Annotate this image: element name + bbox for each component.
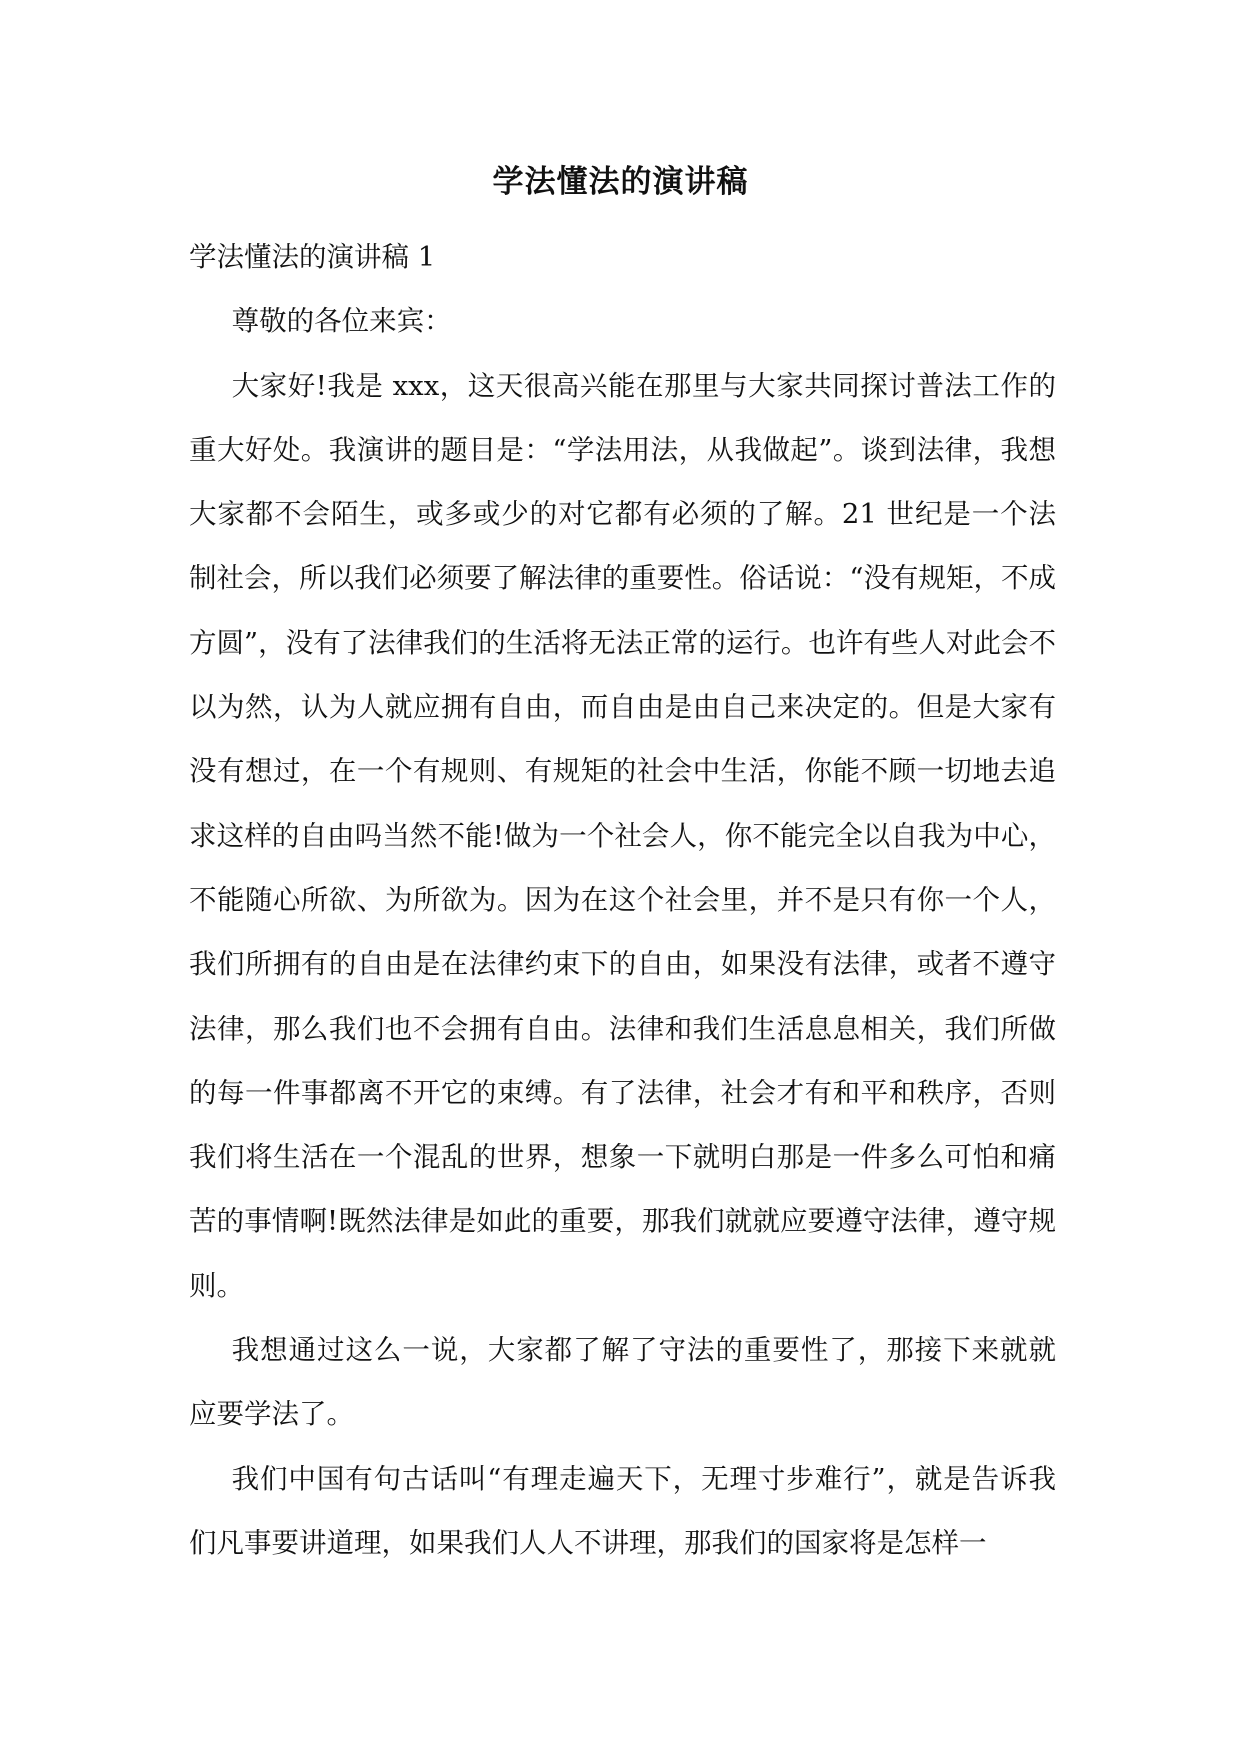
section-heading: 学法懂法的演讲稿 1 bbox=[189, 241, 436, 273]
document-title: 学法懂法的演讲稿 bbox=[492, 164, 749, 200]
paragraph-greeting: 尊敬的各位来宾： bbox=[231, 305, 452, 338]
paragraph-learn-law: 我想通过这么一说，大家都了解了守法的重要性了，那接下来就就应要学法了。 bbox=[189, 1334, 1056, 1431]
document-body bbox=[189, 225, 1056, 1575]
paragraph-proverb: 我们中国有句古话叫“有理走遍天下，无理寸步难行”，就是告诉我们凡事要讲道理，如果我们人人不讲理，那我们的国家将是怎样一 bbox=[189, 1462, 1056, 1559]
paragraph-main: 大家好!我是 xxx，这天很高兴能在那里与大家共同探讨普法工作的重大好处。我演讲的题目是：“学法用法，从我做起”。谈到法律，我想大家都不会陌生，或多或少的对它都有必须的了解。21 世纪是一个法制社会，所以我们必须要了解法律的重要性。俗话说：“没有规矩，不成方圆”，没有了法律我们的生活将无法正常的运行。也许有些人对此会不以为然，认为人就应拥有自由，而自由是由自己来决定的。但是大家有没有想过，在一个有规则、有规矩的社会中生活，你能不顾一切地去追求这样的自由吗当然不能!做为一个社会人，你不能完全以自我为中心，不能随心所欲、为所欲为。因为在这个社会里，并不是只有你一个人，我们所拥有的自由是在法律约束下的自由，如果没有法律，或者不遵守法律，那么我们也不会拥有自由。法律和我们生活息息相关，我们所做的每一件事都离不开它的束缚。有了法律，社会才有和平和秩序，否则我们将生活在一个混乱的世界，想象一下就明白那是一件多么可怕和痛苦的事情啊!既然法律是如此的重要，那我们就就应要遵守法律，遵守规则。 bbox=[189, 369, 1056, 1302]
